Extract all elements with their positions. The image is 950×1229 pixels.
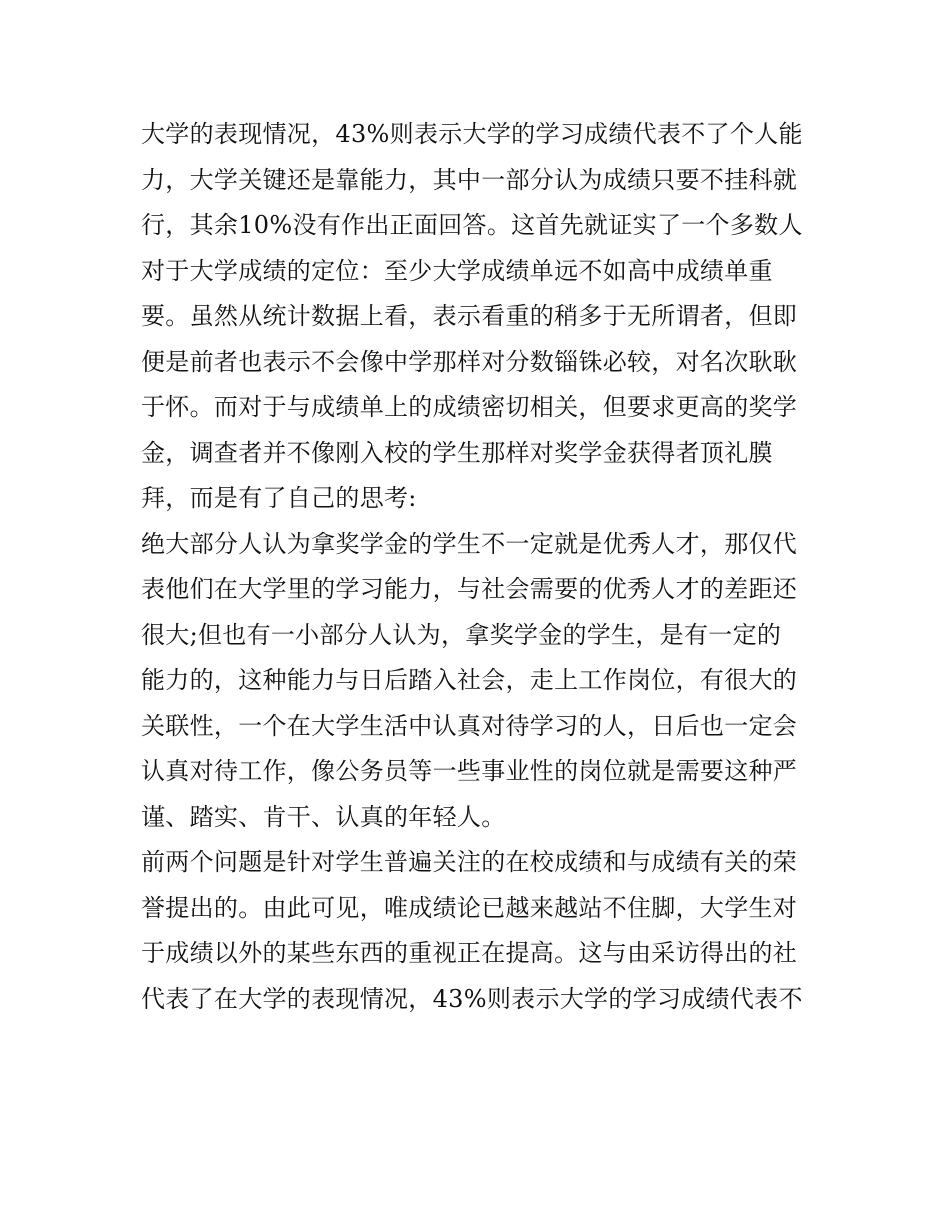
text-line: 于成绩以外的某些东西的重视正在提高。这与由采访得出的社 [141, 939, 798, 967]
text-line: 金，调查者并不像刚入校的学生那样对奖学金获得者顶礼膜 [141, 438, 773, 467]
text-line: 很大;但也有一小部分人认为，拿奖学金的学生，是有一定的 [141, 620, 782, 649]
paragraph-3 [141, 840, 821, 1022]
document-body [141, 112, 821, 1022]
text-line: 拜，而是有了自己的思考: [141, 484, 417, 512]
text-line: 便是前者也表示不会像中学那样对分数锱铢必较，对名次耿耿 [141, 347, 798, 376]
text-line: 于怀。而对于与成绩单上的成绩密切相关，但要求更高的奖学 [141, 393, 798, 421]
text-line: 誉提出的。由此可见，唯成绩论已越来越站不住脚，大学生对 [141, 893, 798, 922]
text-line: 关联性，一个在大学生活中认真对待学习的人，日后也一定会 [141, 711, 798, 740]
text-line: 能力的，这种能力与日后踏入社会，走上工作岗位，有很大的 [141, 666, 798, 694]
text-line: 认真对待工作，像公务员等一些事业性的岗位就是需要这种严 [141, 757, 798, 785]
text-line: 行，其余10%没有作出正面回答。这首先就证实了一个多数人 [141, 211, 803, 239]
text-line: 谨、踏实、肯干、认真的年轻人。 [141, 802, 506, 831]
text-line: 要。虽然从统计数据上看，表示看重的稍多于无所谓者，但即 [141, 302, 798, 330]
text-line: 表他们在大学里的学习能力，与社会需要的优秀人才的差距还 [141, 575, 798, 603]
text-line: 力，大学关键还是靠能力，其中一部分认为成绩只要不挂科就 [141, 165, 798, 194]
text-line: 前两个问题是针对学生普遍关注的在校成绩和与成绩有关的荣 [141, 848, 798, 876]
paragraph-1 [141, 112, 821, 522]
text-line: 绝大部分人认为拿奖学金的学生不一定就是优秀人才，那仅代 [141, 529, 798, 558]
text-line: 对于大学成绩的定位：至少大学成绩单远不如高中成绩单重 [141, 256, 773, 285]
paragraph-2 [141, 522, 821, 841]
text-line: 代表了在大学的表现情况，43%则表示大学的学习成绩代表不 [141, 984, 803, 1013]
text-line: 大学的表现情况，43%则表示大学的学习成绩代表不了个人能 [141, 120, 803, 148]
